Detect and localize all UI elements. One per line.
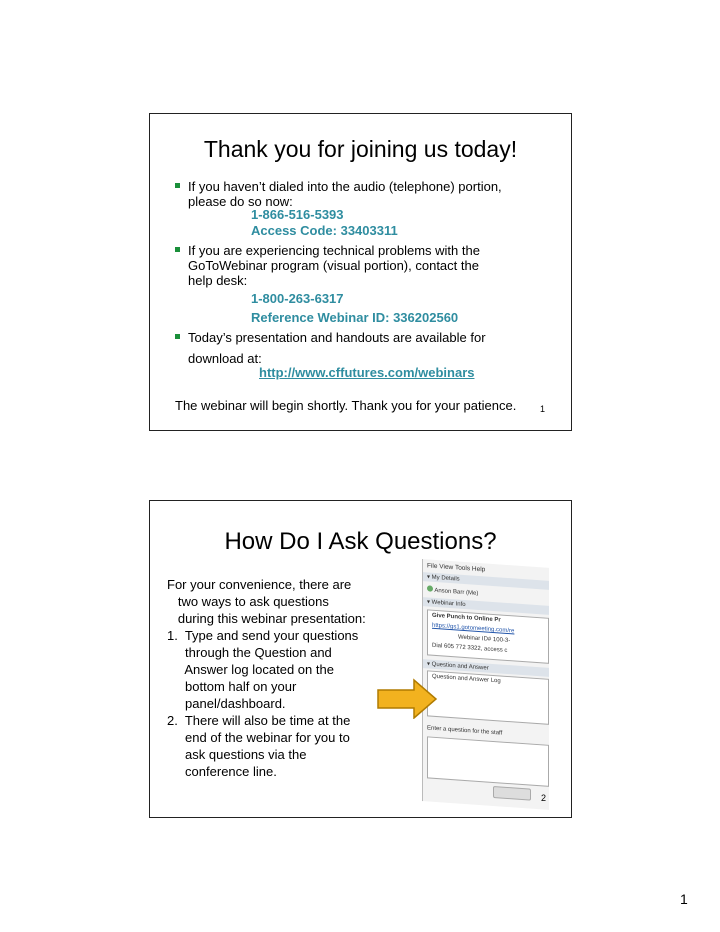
send-button: [493, 786, 531, 801]
bullet-marker: [175, 183, 180, 188]
bullet-tech-line2: GoToWebinar program (visual portion), contact the: [188, 258, 479, 273]
slide-2: [149, 500, 572, 818]
questions-line: bottom half on your: [167, 679, 297, 694]
panel-qa-log: Question and Answer Log: [432, 673, 501, 685]
status-icon: [427, 585, 433, 591]
questions-line: conference line.: [167, 764, 277, 779]
questions-line: 2. There will also be time at the: [167, 713, 351, 728]
questions-line: ask questions via the: [167, 747, 307, 762]
questions-text: [167, 576, 387, 780]
bullet-tech-line3: help desk:: [188, 273, 248, 288]
qa-log-box: [427, 670, 549, 725]
panel-enter: Enter a question for the staff: [427, 725, 503, 737]
bullet-download: [188, 327, 548, 369]
bullet-marker: [175, 247, 180, 252]
arrow-icon: [376, 677, 438, 719]
questions-line: two ways to ask questions: [167, 594, 329, 609]
panel-menu: File View Tools Help: [427, 562, 486, 574]
slide-1-footer: The webinar will begin shortly. Thank you for your patience.: [175, 398, 517, 413]
slide-2-number: 2: [541, 793, 547, 803]
questions-line: through the Question and: [167, 645, 332, 660]
panel-user-name: Anson Barr (Me): [434, 587, 479, 597]
audio-phone: 1-866-516-5393: [251, 207, 344, 222]
bullet-marker: [175, 334, 180, 339]
panel-my-details: ▾ My Details: [427, 574, 460, 583]
panel-webid: Webinar ID# 100-3-: [458, 634, 511, 645]
webinar-info-box: [427, 609, 549, 664]
question-input-box: [427, 736, 549, 787]
bullet-download-line2: download at:: [188, 351, 262, 366]
slide-2-title: How Do I Ask Questions?: [224, 528, 497, 555]
gotowebinar-panel-screenshot: [422, 559, 549, 810]
access-code: Access Code: 33403311: [251, 223, 398, 238]
webinar-id: Reference Webinar ID: 336202560: [251, 310, 459, 325]
page-number: 1: [680, 891, 688, 907]
bullet-download-line1: Today’s presentation and handouts are available for: [188, 330, 486, 345]
bullet-tech-line1: If you are experiencing technical problems with the: [188, 243, 480, 258]
webinars-link[interactable]: http://www.cffutures.com/webinars: [259, 365, 475, 380]
questions-line: Answer log located on the: [167, 662, 334, 677]
panel-dial: Dial 605 772 3322, access c: [432, 642, 508, 654]
slide-1-number: 1: [540, 404, 546, 414]
questions-line: during this webinar presentation:: [167, 611, 366, 626]
questions-line: end of the webinar for you to: [167, 730, 350, 745]
panel-qa: ▾ Question and Answer: [427, 661, 489, 672]
bullet-audio-line1: If you haven’t dialed into the audio (telephone) portion,: [188, 179, 502, 194]
helpdesk-phone: 1-800-263-6317: [251, 291, 344, 306]
bullet-audio: [188, 179, 548, 209]
bullet-audio-line2: please do so now:: [188, 194, 293, 209]
questions-line: For your convenience, there are: [167, 577, 352, 592]
bullet-tech: [188, 243, 548, 288]
slide-1: [149, 113, 572, 431]
slide-1-title: Thank you for joining us today!: [203, 136, 518, 162]
panel-link: https://gs1.gotomeeting.com/re: [432, 622, 515, 635]
panel-give: Give Punch to Online Pr: [432, 612, 501, 624]
panel-user: [427, 585, 478, 597]
panel-webinar-info: ▾ Webinar Info: [427, 599, 466, 609]
questions-line: 1. Type and send your questions: [167, 628, 359, 643]
questions-line: panel/dashboard.: [167, 696, 286, 711]
